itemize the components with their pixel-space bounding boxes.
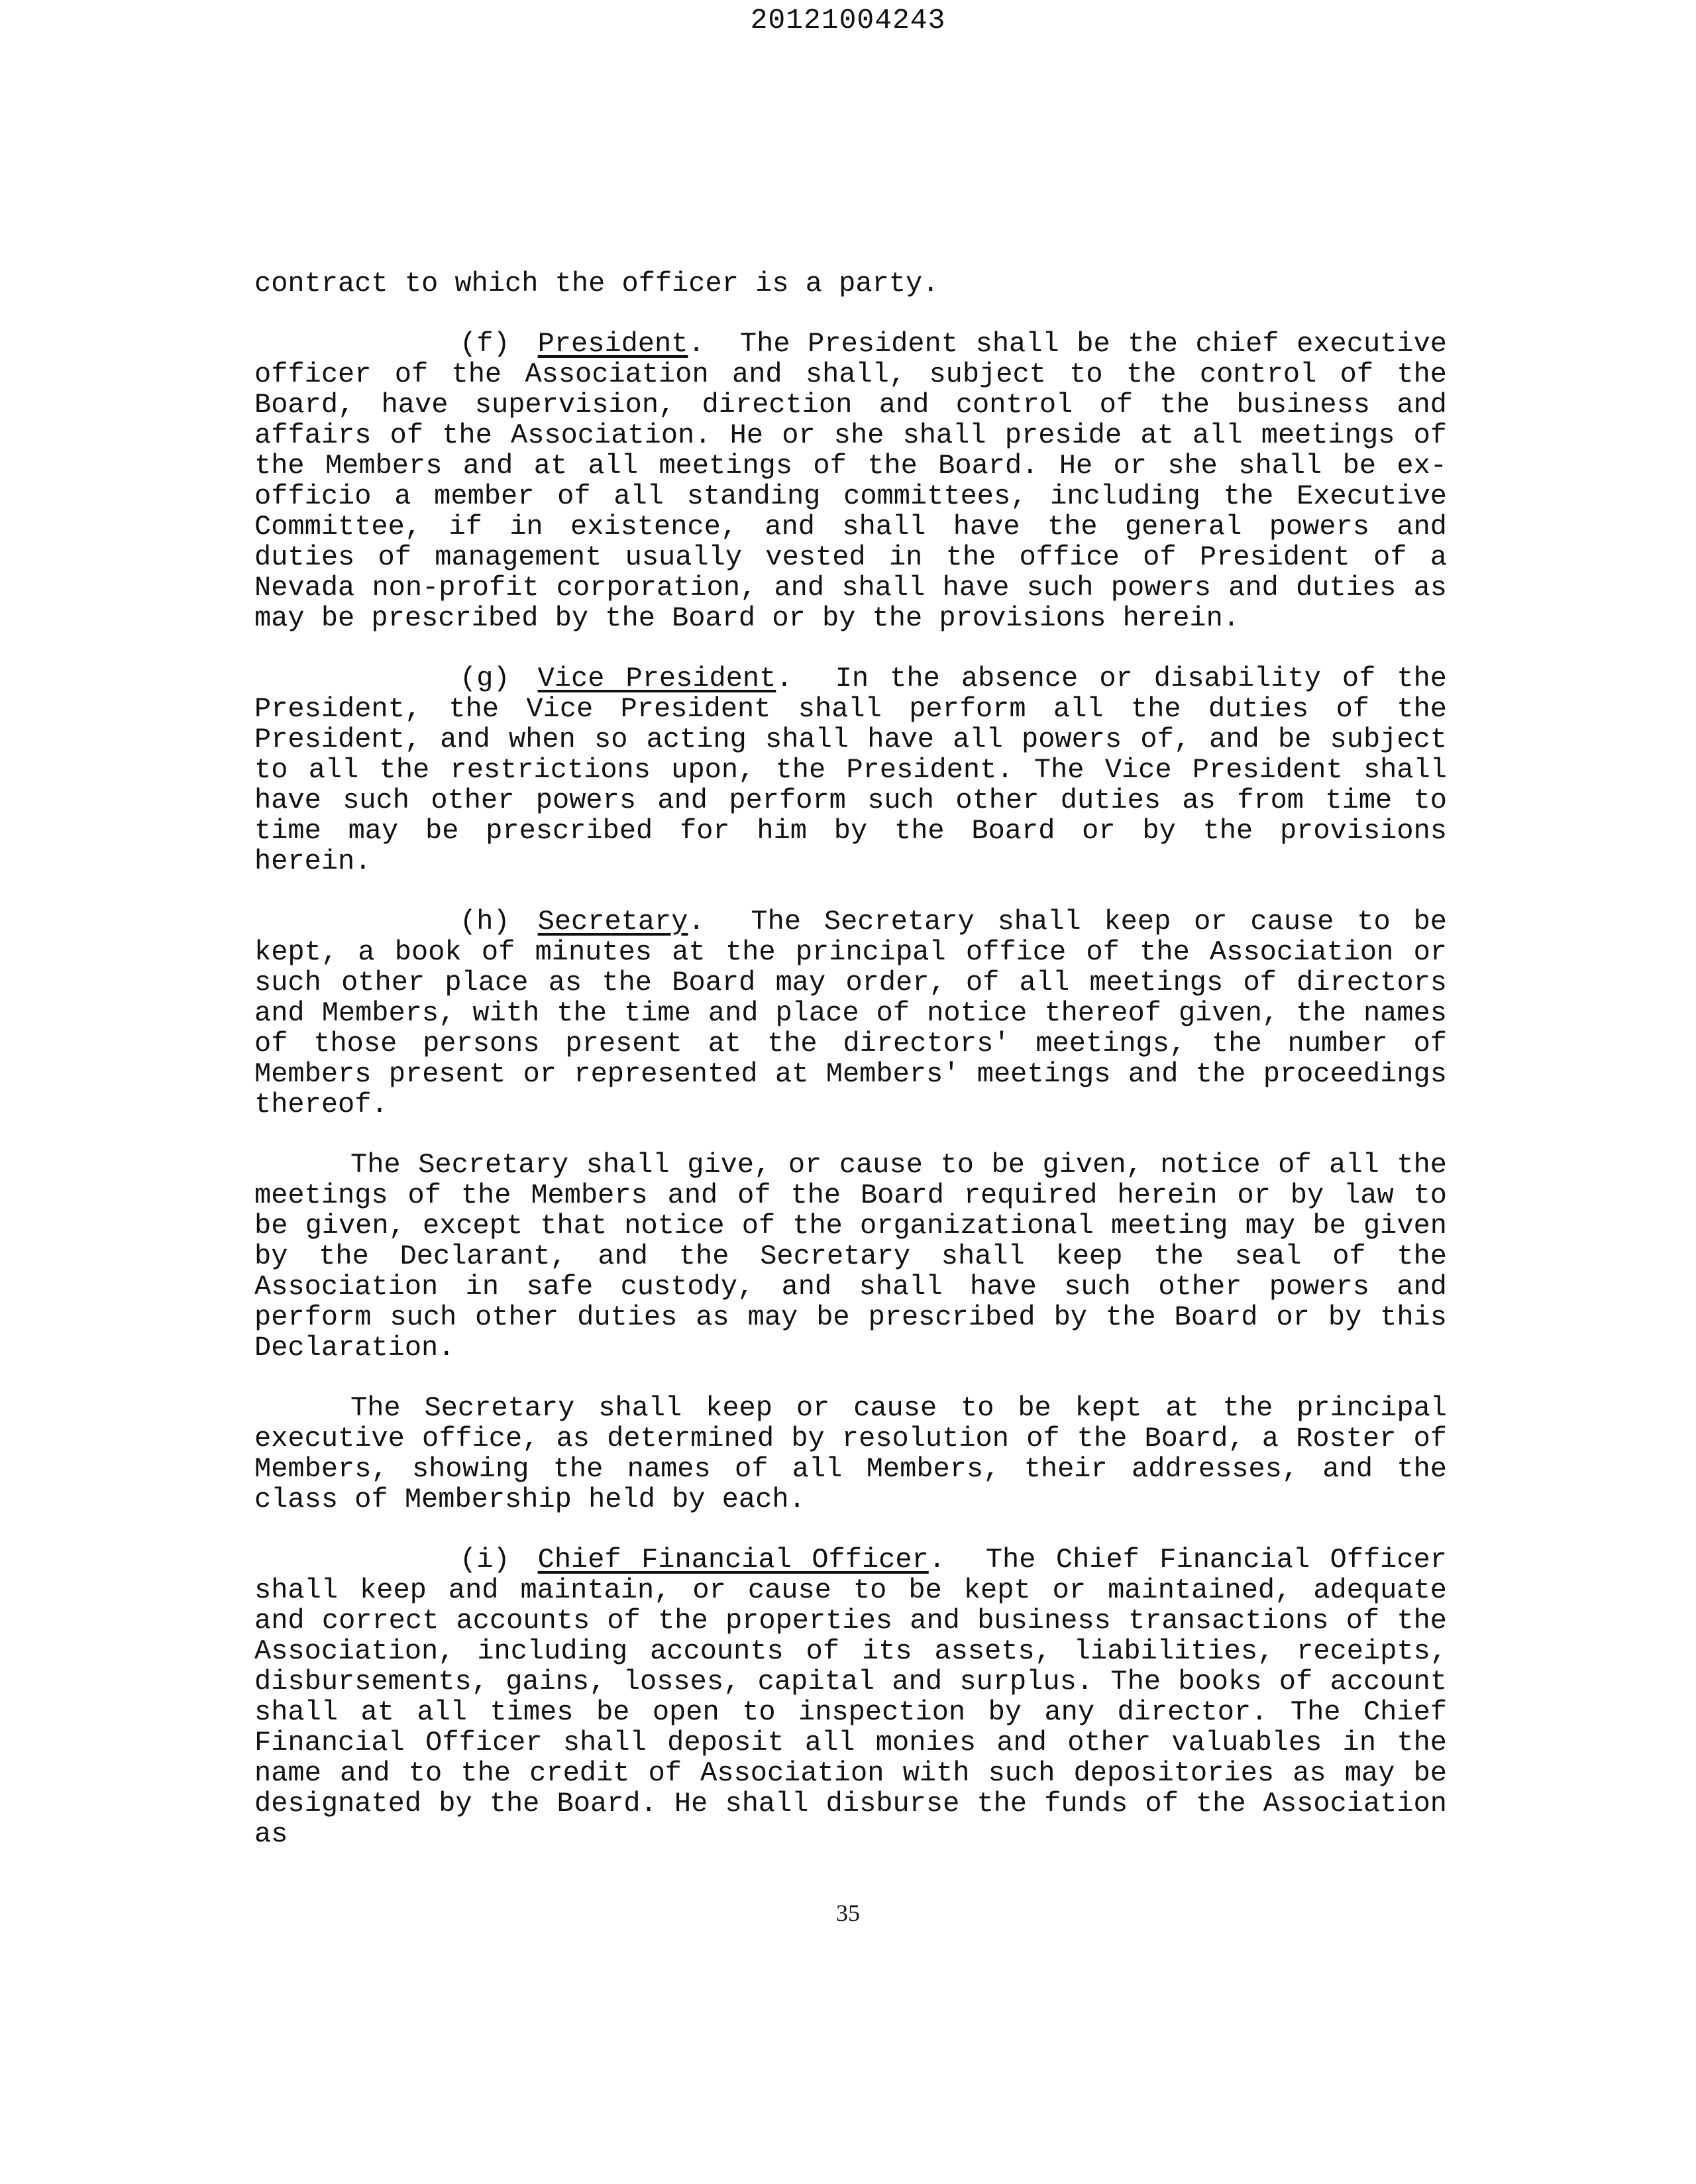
section-chief-financial-officer: (i) Chief Financial Officer. The Chief Financial Officer shall keep and maintain, or cause to be kept or maintained, adequate and correct accounts of the properties and business transactions of the Association, including accounts of its assets, liabilities, receipts, disbursements, gains, losses, capital and surplus. The books of account shall at all times be open to inspection by any director. The Chief Financial Officer shall deposit all monies and other valuables in the name and to the credit of Association with such depositories as may be designated by the Board. He shall disburse the funds of the Association as <box>254 1544 1447 1850</box>
paragraph-secretary-notice <box>254 1150 1447 1363</box>
section-title: President <box>537 328 688 360</box>
section-number: (i) <box>460 1544 510 1576</box>
section-text: The Chief Financial Officer shall keep and maintain, or cause to be kept or maintained, adequate and correct accounts of the properties and business transactions of the Association, including accounts of its assets, liabilities, receipts, disbursements, gains, losses, capital and surplus. The books of account shall at all times be open to inspection by any director. The Chief Financial Officer shall deposit all monies and other valuables in the name and to the credit of Association with such depositories as may be designated by the Board. He shall disburse the funds of the Association as <box>254 1544 1447 1850</box>
section-number: (f) <box>460 328 510 360</box>
section-title: Vice President <box>537 663 776 694</box>
page-number: 35 <box>836 1900 860 1926</box>
section-number: (g) <box>460 663 510 694</box>
section-text: In the absence or disability of the President, the Vice President shall perform all the duties of the President, and when so acting shall have all powers of, and be subject to all the restrictions upon, the President. The Vice President shall have such other powers and perform such other duties as from time to time may be prescribed for him by the Board or by the provisions herein. <box>254 663 1447 877</box>
document-number: 20121004243 <box>750 4 946 36</box>
section-title: Chief Financial Officer <box>537 1544 929 1576</box>
section-title: Secretary <box>537 906 688 938</box>
paragraph-secretary-roster <box>254 1393 1447 1515</box>
section-secretary: (h) Secretary. The Secretary shall keep or cause to be kept, a book of minutes at the principal office of the Association or such other place as the Board may order, of all meetings of directors and Members, with the time and place of notice thereof given, the names of those persons present at the directors' meetings, the number of Members present or represented at Members' meetings and the proceedings thereof. <box>254 906 1447 1120</box>
section-president: (f) President. The President shall be the chief executive officer of the Association and shall, subject to the control of the Board, have supervision, direction and control of the business and affairs of the Association. He or she shall preside at all meetings of the Members and at all meetings of the Board. He or she shall be ex-officio a member of all standing committees, including the Executive Committee, if in existence, and shall have the general powers and duties of management usually vested in the office of President of a Nevada non-profit corporation, and shall have such powers and duties as may be prescribed by the Board or by the provisions herein. <box>254 328 1447 634</box>
section-number: (h) <box>460 906 510 938</box>
section-text: The Secretary shall keep or cause to be kept, a book of minutes at the principal office of the Association or such other place as the Board may order, of all meetings of directors and Members, with the time and place of notice thereof given, the names of those persons present at the directors' meetings, the number of Members present or represented at Members' meetings and the proceedings thereof. <box>254 906 1447 1120</box>
paragraph-text: The Secretary shall keep or cause to be kept at the principal executive office, as determined by resolution of the Board, a Roster of Members, showing the names of all Members, their addresses, and the class of Membership held by each. <box>254 1392 1447 1515</box>
section-text: The President shall be the chief executive officer of the Association and shall, subject to the control of the Board, have supervision, direction and control of the business and affairs of the Association. He or she shall preside at all meetings of the Members and at all meetings of the Board. He or she shall be ex-officio a member of all standing committees, including the Executive Committee, if in existence, and shall have the general powers and duties of management usually vested in the office of President of a Nevada non-profit corporation, and shall have such powers and duties as may be prescribed by the Board or by the provisions herein. <box>254 328 1447 634</box>
paragraph-text: contract to which the officer is a party. <box>254 268 939 300</box>
paragraph-continuation <box>254 268 1447 299</box>
paragraph-text: The Secretary shall give, or cause to be given, notice of all the meetings of the Members and of the Board required herein or by law to be given, except that notice of the organizational meeting may be given by the Declarant, and the Secretary shall keep the seal of the Association in safe custody, and shall have such other powers and perform such other duties as may be prescribed by the Board or by this Declaration. <box>254 1149 1447 1364</box>
section-vice-president: (g) Vice President. In the absence or disability of the President, the Vice President shall perform all the duties of the President, and when so acting shall have all powers of, and be subject to all the restrictions upon, the President. The Vice President shall have such other powers and perform such other duties as from time to time may be prescribed for him by the Board or by the provisions herein. <box>254 663 1447 877</box>
document-body <box>254 268 1447 1879</box>
